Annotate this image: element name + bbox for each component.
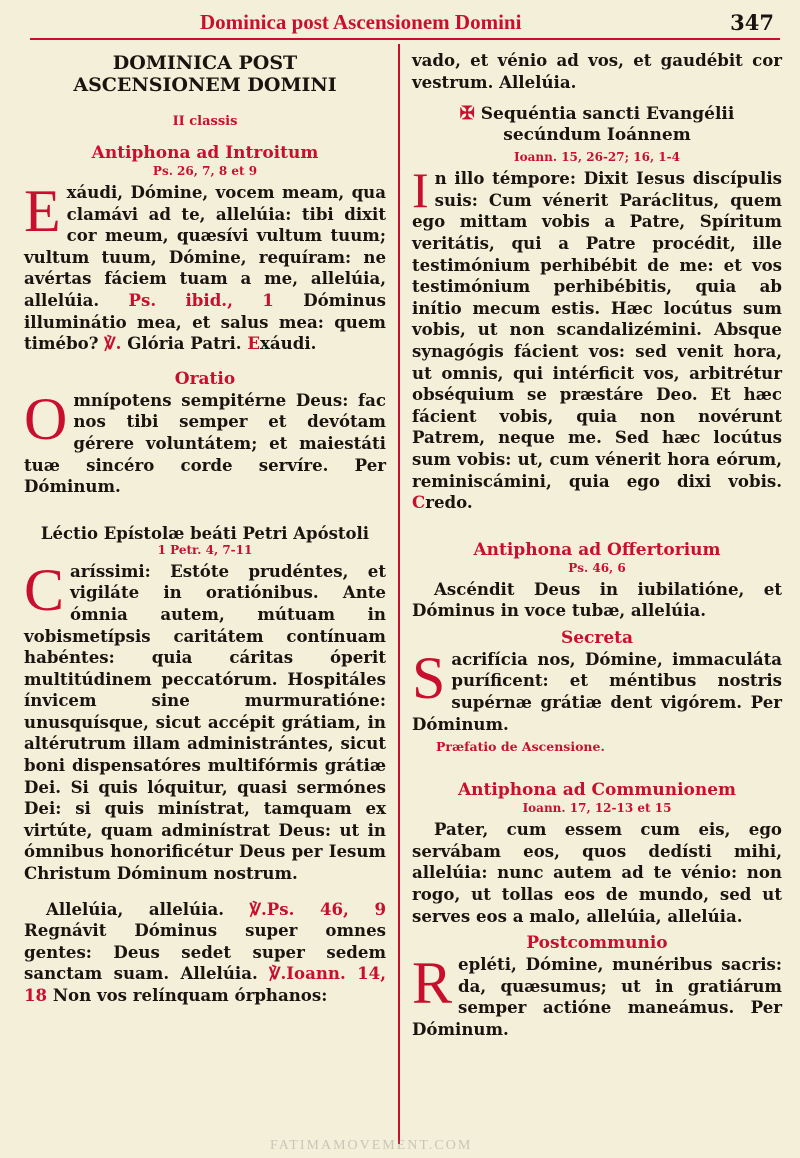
header-rule xyxy=(30,38,780,40)
gospel-heading xyxy=(412,103,782,146)
gospel-title: Sequéntia sancti Evangélii secúndum Ioánnem xyxy=(480,104,735,146)
introit-body: xáudi, Dómine, vocem meam, qua clamávi ad te, allelúia: tibi dixit cor meum, quæsívi vultum tuum; vultum tuum, Dómine, requíram: ne avértas fáciem tuam a me, allelúia, allelúia. xyxy=(24,182,386,310)
versicle-icon: ℣. xyxy=(104,333,122,354)
oratio-text xyxy=(24,385,386,498)
page-number: 347 xyxy=(730,10,774,35)
postcommunion-dropcap: R xyxy=(412,950,453,1017)
postcommunion-heading: Postcommunio xyxy=(526,933,668,954)
communion-reference: Ioann. 17, 12-13 et 15 xyxy=(522,801,672,816)
introit-psalm-text: Dóminus illuminátio mea, et salus mea: quem timébo? xyxy=(24,289,386,354)
versicle-icon: ℣. xyxy=(249,898,267,919)
lectio-body: aríssimi: Estóte prudéntes, et vigiláte in oratiónibus. Ante ómnia autem, mútuam in vobismetípsis caritátem contínuam habéntes: quia cáritas óperit multitúdinem peccatórum. Hospitáles ínvicem sine murmuratióne: unusquísque, sicut accépit grátiam, in altérutrum illam administrántes, sicut boni dispensatóres multifórmis grátiæ Dei. Si quis lóquitur, quasi sermónes Dei: si quis minístrat, tamquam ex virtúte, quam adminístrat Deus: ut in ómnibus honorificétur Deus per Iesum Christum Dóminum nostrum. xyxy=(24,560,386,884)
alleluia-text xyxy=(24,899,386,1007)
left-column xyxy=(24,50,386,1007)
title-line-1: DOMINICA POST xyxy=(112,52,298,74)
oratio-body: mnípotens sempitérne Deus: fac nos tibi semper et devótam gérere voluntátem; et maiestáti tuæ sincéro corde servíre. Per Dóminum. xyxy=(24,389,386,497)
title-line-2: ASCENSIONEM DOMINI xyxy=(73,74,337,96)
introit-dropcap: E xyxy=(24,178,61,244)
repeat-initial: E xyxy=(247,333,261,354)
alleluia-reference-2: Ioann. 14, 18 xyxy=(24,963,387,1005)
column-divider xyxy=(398,44,400,1144)
credo-initial: C xyxy=(412,492,426,513)
alleluia-start: Allelúia, allelúia. xyxy=(46,898,224,919)
gospel-reference: Ioann. 15, 26-27; 16, 1-4 xyxy=(514,150,680,165)
lectio-text xyxy=(24,556,386,885)
secret-body: acrifícia nos, Dómine, immaculáta puríficent: et méntibus nostris supérnæ grátiæ dent vigórem. Per Dóminum. xyxy=(412,648,782,734)
alleluia-body-1: Regnávit Dóminus super omnes gentes: Deus sedet super sedem sanctam suam. Allelúia. xyxy=(24,920,386,984)
preface-note: Præfatio de Ascensione. xyxy=(436,739,605,755)
lectio-dropcap: C xyxy=(24,556,65,623)
credo-rest: redo. xyxy=(425,492,473,513)
secret-dropcap: S xyxy=(412,644,446,711)
gloria-text: Glória Patri. xyxy=(127,333,242,354)
communion-heading: Antiphona ad Communionem xyxy=(457,780,737,801)
lectio-heading: Léctio Epístolæ beáti Petri Apóstoli xyxy=(40,523,370,543)
secret-text xyxy=(412,644,782,735)
right-column xyxy=(412,50,782,1041)
offertory-heading: Antiphona ad Offertorium xyxy=(473,539,721,560)
repeat-rest: xáudi. xyxy=(260,333,317,354)
offertory-reference: Ps. 46, 6 xyxy=(568,560,626,575)
page-header xyxy=(0,0,800,44)
class-label: II classis xyxy=(172,114,238,129)
communion-text: Pater, cum essem cum eis, ego servábam eos, quos dedísti mihi, allelúia: nunc autem ad te vénio: non rogo, ut tollas eos de mundo, sed ut serves eos a malo, allelúia, allelúia. xyxy=(412,819,782,926)
cross-icon: ✠ xyxy=(459,103,475,125)
oratio-dropcap: O xyxy=(24,385,68,452)
page-title xyxy=(24,52,386,96)
gospel-text xyxy=(412,162,782,514)
introit-psalm-reference: Ps. ibid., 1 xyxy=(128,289,274,310)
running-title: Dominica post Ascensionem Domini xyxy=(200,10,522,34)
alleluia-reference-1: Ps. 46, 9 xyxy=(266,898,386,919)
watermark: FATIMAMOVEMENT.COM xyxy=(270,1138,473,1153)
introit-text xyxy=(24,178,386,355)
alleluia-body-2: Non vos relínquam órphanos: xyxy=(52,985,328,1005)
lectio-reference: 1 Petr. 4, 7-11 xyxy=(157,542,253,557)
introit-reference: Ps. 26, 7, 8 et 9 xyxy=(152,164,258,178)
postcommunion-text xyxy=(412,950,782,1040)
postcommunion-body: epléti, Dómine, munéribus sacris: da, quæsumus; ut in gratiárum semper actióne maneámus. Per Dóminum. xyxy=(412,954,782,1039)
gospel-body: n illo témpore: Dixit Iesus discípulis suis: Cum vénerit Paráclitus, quem ego mittam vobis a Patre, Spíritum veritátis, qui a Patre procédit, ille testimónium perhibébit de me: et vos testimónium perhibébitis, quia ab inítio mecum estis. Hæc locútus sum vobis, ut non scandalizémini. Absque synagógis fácient vos: sed venit hora, ut omnis, qui intérficit vos, arbitrétur obséquium se præstáre Deo. Et hæc fácient vobis, quia non novérunt Patrem, neque me. Sed hæc locútus sum vobis: ut, cum vénerit hora eórum, reminiscámini, quia ego dixi vobis. xyxy=(412,168,782,491)
continuation-text: vado, et vénio ad vos, et gaudébit cor vestrum. Allelúia. xyxy=(412,50,782,92)
versicle-icon: ℣. xyxy=(269,963,287,984)
oratio-heading: Oratio xyxy=(174,368,236,389)
offertory-text: Ascéndit Deus in iubilatióne, et Dóminus in voce tubæ, allelúia. xyxy=(412,578,782,621)
gospel-dropcap: I xyxy=(412,162,429,219)
secret-heading: Secreta xyxy=(560,627,634,648)
introit-heading: Antiphona ad Introitum xyxy=(91,143,319,163)
